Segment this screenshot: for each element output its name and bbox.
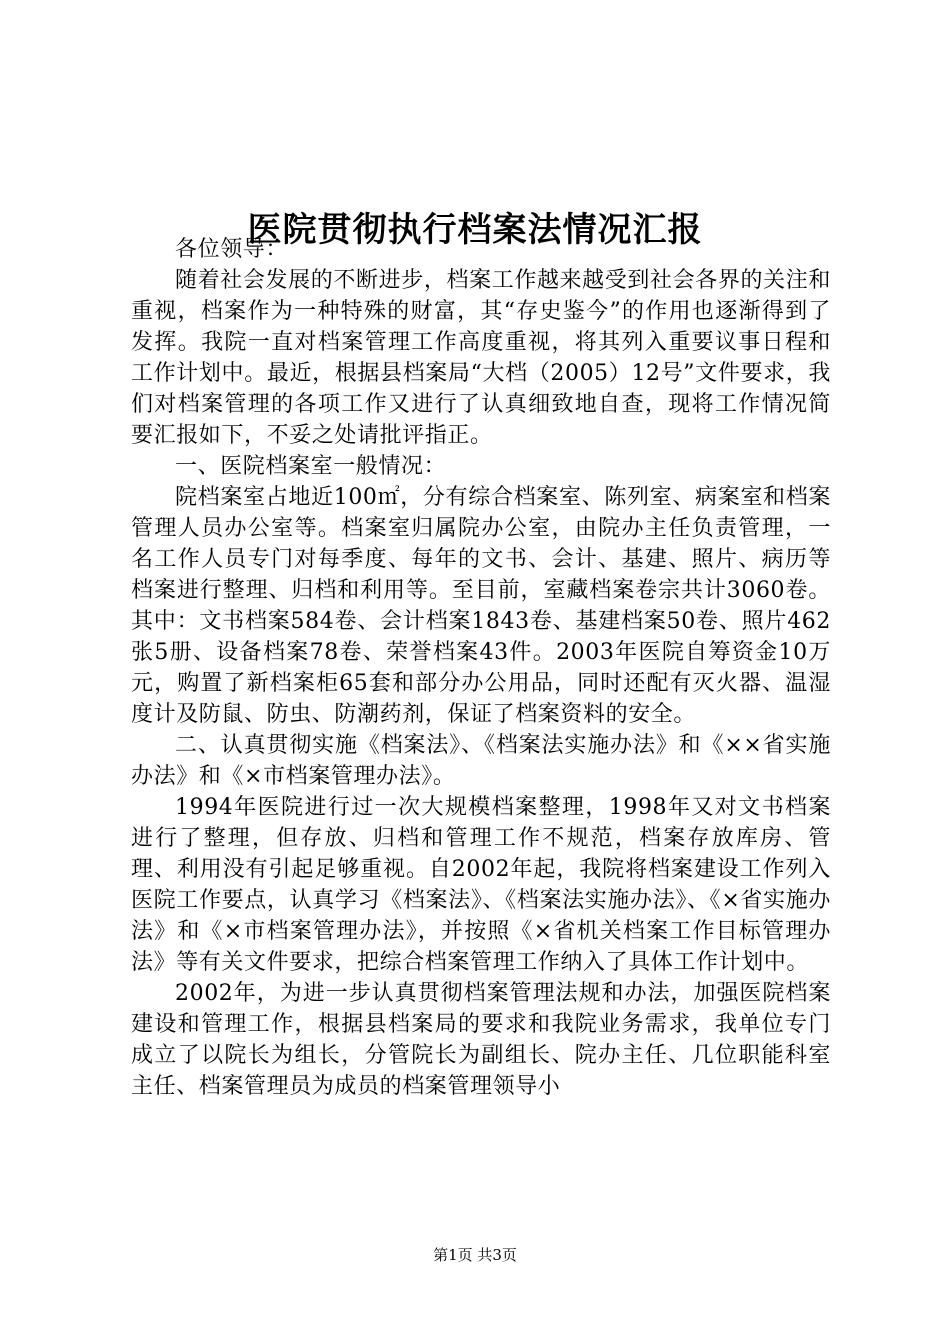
paragraph-archive-room: 院档案室占地近100㎡，分有综合档案室、陈列室、病案室和档案管理人员办公室等。档案室归属院办公室，由院办主任负责管理，一名工作人员专门对每季度、每年的文书、会计、基建、照片、病历等档案进行整理、归档和利用等。至目前，室藏档案卷宗共计3060卷。其中：文书档案584卷、会计档案1843卷、基建档案50卷、照片462张5册、设备档案78卷、荣誉档案43件。2003年医院自筹资金10万元，购置了新档案柜65套和部分办公用品，同时还配有灭火器、温湿度计及防鼠、防虫、防潮药剂，保证了档案资料的安全。 [131,485,831,727]
paragraph-2002: 2002年，为进一步认真贯彻档案管理法规和办法，加强医院档案建设和管理工作，根据县档案局的要求和我院业务需求，我单位专门成立了以院长为组长，分管院长为副组长、院办主任、几位职能科室主任、档案管理员为成员的档案管理领导小 [131,981,831,1099]
section-heading-1: 一、医院档案室一般情况： [175,454,447,479]
salutation: 各位领导： [175,237,289,262]
section-heading-2: 二、认真贯彻实施《档案法》、《档案法实施办法》和《××省实施办法》和《×市档案管理办法》。 [131,733,831,789]
paragraph-history: 1994年医院进行过一次大规模档案整理，1998年又对文书档案进行了整理，但存放、归档和管理工作不规范，档案存放库房、管理、利用没有引起足够重视。自2002年起，我院将档案建设工作列入医院工作要点，认真学习《档案法》、《档案法实施办法》、《×省实施办法》和《×市档案管理办法》，并按照《×省机关档案工作目标管理办法》等有关文件要求，把综合档案管理工作纳入了具体工作计划中。 [131,795,831,975]
document-title: 医院贯彻执行档案法情况汇报 [247,209,703,250]
document-body [131,234,831,1102]
paragraph-intro: 随着社会发展的不断进步，档案工作越来越受到社会各界的关注和重视，档案作为一种特殊的财富，其“存史鉴今”的作用也逐渐得到了发挥。我院一直对档案管理工作高度重视，将其列入重要议事日程和工作计划中。最近，根据县档案局“大档（2005）12号”文件要求，我们对档案管理的各项工作又进行了认真细致地自查，现将工作情况简要汇报如下，不妥之处请批评指正。 [131,268,831,448]
page-footer: 第1页 共3页 [433,1246,517,1264]
